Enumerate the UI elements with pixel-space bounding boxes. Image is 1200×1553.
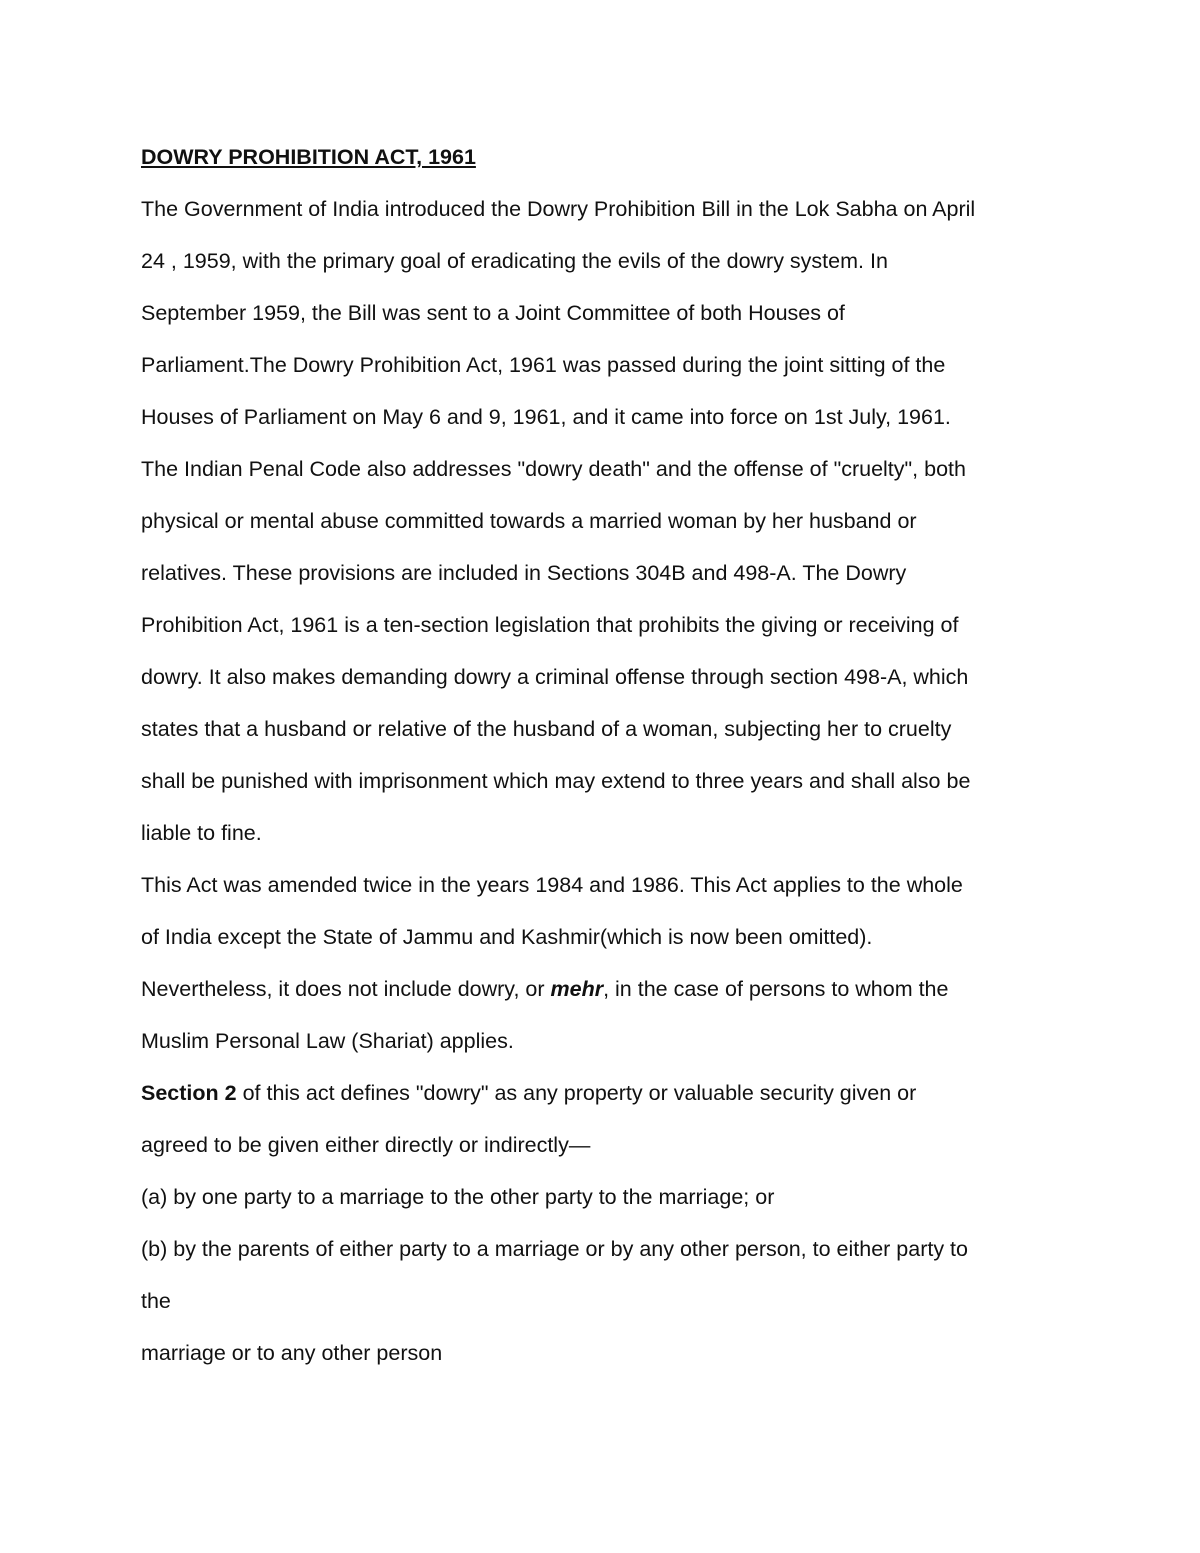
document-body — [141, 142, 1101, 1390]
paragraph-line: states that a husband or relative of the husband of a woman, subjecting her to cruelty — [141, 717, 952, 741]
document-title: DOWRY PROHIBITION ACT, 1961 — [141, 145, 476, 169]
text-run: Nevertheless, it does not include dowry, or — [141, 977, 551, 1001]
paragraph-line: Muslim Personal Law (Shariat) applies. — [141, 1029, 514, 1053]
paragraph-line: agreed to be given either directly or indirectly— — [141, 1133, 591, 1157]
clause-b-line: (b) by the parents of either party to a marriage or by any other person, to either party to — [141, 1237, 968, 1261]
paragraph-history — [141, 194, 1101, 870]
paragraph-line: dowry. It also makes demanding dowry a criminal offense through section 498-A, which — [141, 665, 969, 689]
text-run: of this act defines "dowry" as any property or valuable security given or — [236, 1081, 917, 1105]
paragraph-amendments — [141, 870, 1101, 1078]
section-label: Section 2 — [141, 1081, 237, 1105]
paragraph-line: Prohibition Act, 1961 is a ten-section legislation that prohibits the giving or receiving of — [141, 613, 959, 637]
clause-b-line: the — [141, 1289, 171, 1313]
paragraph-line: Parliament.The Dowry Prohibition Act, 1961 was passed during the joint sitting of the — [141, 353, 946, 377]
paragraph-line: The Government of India introduced the Dowry Prohibition Bill in the Lok Sabha on April — [141, 197, 976, 221]
paragraph-line: relatives. These provisions are included in Sections 304B and 498-A. The Dowry — [141, 561, 907, 585]
paragraph-line — [141, 1078, 1101, 1130]
paragraph-line: of India except the State of Jammu and Kashmir(which is now been omitted). — [141, 925, 873, 949]
clause-b-line: marriage or to any other person — [141, 1341, 443, 1365]
text-run: , in the case of persons to whom the — [603, 977, 949, 1001]
paragraph-line: Houses of Parliament on May 6 and 9, 1961, and it came into force on 1st July, 1961. — [141, 405, 951, 429]
paragraph-line: September 1959, the Bill was sent to a Joint Committee of both Houses of — [141, 301, 845, 325]
paragraph-line: The Indian Penal Code also addresses "dowry death" and the offense of "cruelty", both — [141, 457, 966, 481]
clause-a: (a) by one party to a marriage to the other party to the marriage; or — [141, 1185, 775, 1209]
section-2-definition — [141, 1078, 1101, 1390]
paragraph-line: shall be punished with imprisonment which may extend to three years and shall also be — [141, 769, 971, 793]
paragraph-line: liable to fine. — [141, 821, 262, 845]
paragraph-line — [141, 974, 1101, 1026]
paragraph-line: 24 , 1959, with the primary goal of eradicating the evils of the dowry system. In — [141, 249, 888, 273]
paragraph-line: physical or mental abuse committed towards a married woman by her husband or — [141, 509, 917, 533]
paragraph-line: This Act was amended twice in the years 1984 and 1986. This Act applies to the whole — [141, 873, 963, 897]
term-mehr: mehr — [550, 977, 604, 1001]
